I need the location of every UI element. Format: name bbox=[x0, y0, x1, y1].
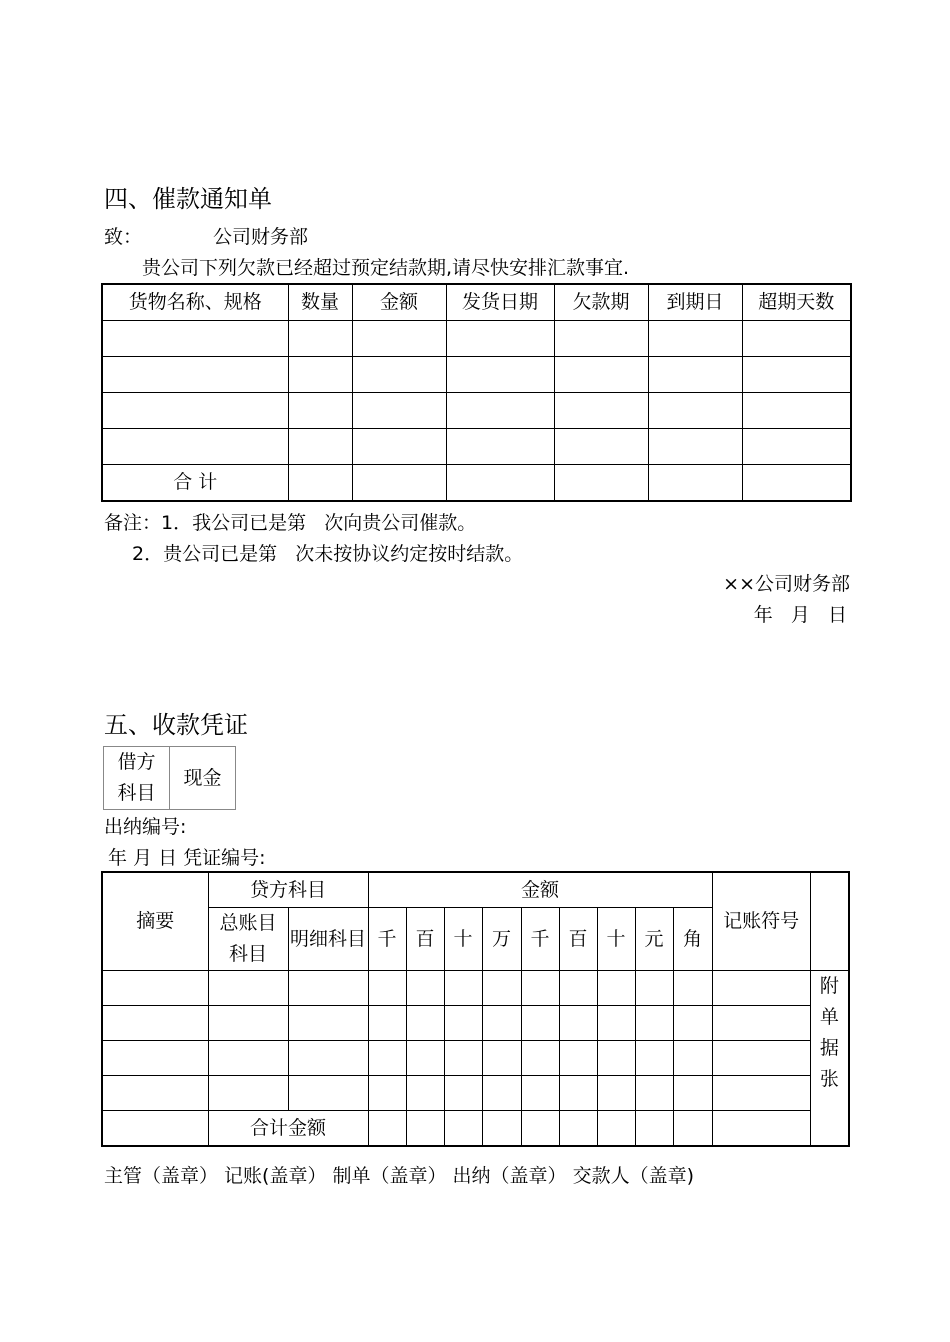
cell[interactable] bbox=[446, 357, 554, 393]
cell[interactable] bbox=[673, 1076, 712, 1111]
cell[interactable] bbox=[352, 357, 446, 393]
table-row bbox=[102, 429, 851, 465]
cell[interactable] bbox=[559, 971, 597, 1006]
cell[interactable] bbox=[482, 971, 521, 1006]
digit-hundred-10k: 百 bbox=[406, 908, 444, 971]
cell[interactable] bbox=[597, 1111, 635, 1147]
general-ledger-line1: 总账目 bbox=[219, 912, 277, 934]
cell[interactable] bbox=[102, 429, 288, 465]
cell[interactable] bbox=[102, 1041, 208, 1076]
cell[interactable] bbox=[368, 1076, 406, 1111]
cell[interactable] bbox=[406, 1006, 444, 1041]
cell[interactable] bbox=[712, 971, 810, 1006]
total-row bbox=[102, 1111, 849, 1147]
cell[interactable] bbox=[635, 1006, 673, 1041]
to-prefix: 致： bbox=[104, 226, 143, 248]
cell[interactable] bbox=[482, 1006, 521, 1041]
attach-line2: 据 bbox=[819, 1037, 839, 1059]
cell[interactable] bbox=[352, 429, 446, 465]
cell[interactable] bbox=[406, 971, 444, 1006]
cell[interactable] bbox=[554, 465, 648, 502]
cell[interactable] bbox=[368, 1111, 406, 1147]
cell[interactable] bbox=[406, 1111, 444, 1147]
col-overdue-days: 超期天数 bbox=[742, 284, 851, 321]
blank-header bbox=[810, 872, 849, 971]
credit-account-header: 贷方科目 bbox=[208, 872, 368, 908]
cell[interactable] bbox=[742, 429, 851, 465]
table-row bbox=[102, 971, 849, 1006]
general-ledger-header bbox=[208, 908, 288, 971]
cell[interactable] bbox=[742, 357, 851, 393]
cashier-number: 出纳编号: bbox=[104, 816, 187, 838]
debit-value: 现金 bbox=[170, 747, 236, 810]
cell[interactable] bbox=[635, 1076, 673, 1111]
digit-jiao: 角 bbox=[673, 908, 712, 971]
cell[interactable] bbox=[444, 1041, 482, 1076]
cell[interactable] bbox=[635, 1111, 673, 1147]
cell[interactable] bbox=[446, 465, 554, 502]
signature-line: 主管（盖章） 记账(盖章） 制单（盖章） 出纳（盖章） 交款人（盖章) bbox=[104, 1165, 694, 1187]
total-row bbox=[102, 465, 851, 502]
cell[interactable] bbox=[406, 1041, 444, 1076]
date-line: 年 月 日 bbox=[753, 604, 847, 626]
col-due-date: 到期日 bbox=[648, 284, 742, 321]
cell[interactable] bbox=[521, 1006, 559, 1041]
receipt-voucher-table bbox=[101, 871, 850, 1147]
detail-account-header: 明细科目 bbox=[288, 908, 368, 971]
digit-yuan: 元 bbox=[635, 908, 673, 971]
digit-thousand: 千 bbox=[521, 908, 559, 971]
cell[interactable] bbox=[446, 393, 554, 429]
cell[interactable] bbox=[742, 393, 851, 429]
cell[interactable] bbox=[648, 321, 742, 357]
cell[interactable] bbox=[444, 1076, 482, 1111]
total-label: 合 计 bbox=[102, 465, 288, 502]
digit-hundred: 百 bbox=[559, 908, 597, 971]
cell[interactable] bbox=[673, 1006, 712, 1041]
cell[interactable] bbox=[102, 357, 288, 393]
col-quantity: 数量 bbox=[288, 284, 352, 321]
cell[interactable] bbox=[288, 1076, 368, 1111]
section4-title: 四、催款通知单 bbox=[104, 185, 272, 213]
intro-text: 贵公司下列欠款已经超过预定结款期,请尽快安排汇款事宜. bbox=[142, 257, 630, 279]
cell[interactable] bbox=[559, 1076, 597, 1111]
digit-10k: 万 bbox=[482, 908, 521, 971]
cell[interactable] bbox=[673, 971, 712, 1006]
cell[interactable] bbox=[352, 321, 446, 357]
table-row bbox=[102, 321, 851, 357]
cell[interactable] bbox=[208, 971, 288, 1006]
cell[interactable] bbox=[712, 1111, 810, 1147]
debit-account-box bbox=[103, 746, 236, 810]
cell[interactable] bbox=[597, 1006, 635, 1041]
total-amount-label: 合计金额 bbox=[208, 1111, 368, 1147]
col-amount: 金额 bbox=[352, 284, 446, 321]
cell[interactable] bbox=[673, 1111, 712, 1147]
attach-line3: 张 bbox=[819, 1068, 839, 1090]
signature: ××公司财务部 bbox=[723, 573, 850, 595]
cell[interactable] bbox=[446, 429, 554, 465]
debit-label-line2: 科目 bbox=[117, 782, 156, 804]
cell[interactable] bbox=[444, 971, 482, 1006]
cell[interactable] bbox=[742, 321, 851, 357]
to-dept: 公司财务部 bbox=[213, 226, 309, 248]
cell[interactable] bbox=[446, 321, 554, 357]
cell[interactable] bbox=[559, 1111, 597, 1147]
col-goods: 货物名称、规格 bbox=[102, 284, 288, 321]
cell[interactable] bbox=[406, 1076, 444, 1111]
cell[interactable] bbox=[742, 465, 851, 502]
cell[interactable] bbox=[554, 429, 648, 465]
cell[interactable] bbox=[521, 1076, 559, 1111]
table-row bbox=[102, 357, 851, 393]
note-2: 2．贵公司已是第 次未按协议约定按时结款。 bbox=[132, 543, 524, 565]
cell[interactable] bbox=[288, 971, 368, 1006]
section5-title: 五、收款凭证 bbox=[104, 711, 248, 739]
cell[interactable] bbox=[648, 393, 742, 429]
cell[interactable] bbox=[554, 321, 648, 357]
voucher-line: 年 月 日 凭证编号: bbox=[108, 847, 266, 869]
cell[interactable] bbox=[597, 971, 635, 1006]
cell[interactable] bbox=[521, 971, 559, 1006]
digit-ten: 十 bbox=[597, 908, 635, 971]
col-owed-period: 欠款期 bbox=[554, 284, 648, 321]
cell[interactable] bbox=[554, 393, 648, 429]
cell[interactable] bbox=[102, 1006, 208, 1041]
cell[interactable] bbox=[521, 1111, 559, 1147]
cell[interactable] bbox=[352, 465, 446, 502]
debit-label-line1: 借方 bbox=[117, 751, 156, 773]
cell[interactable] bbox=[597, 1041, 635, 1076]
table-row bbox=[102, 1076, 849, 1111]
cell[interactable] bbox=[102, 1111, 208, 1147]
cell[interactable] bbox=[208, 1006, 288, 1041]
table-row bbox=[102, 1006, 849, 1041]
cell[interactable] bbox=[648, 357, 742, 393]
cell[interactable] bbox=[102, 393, 288, 429]
table-row bbox=[102, 1041, 849, 1076]
header-row-1 bbox=[102, 872, 849, 908]
cell[interactable] bbox=[288, 393, 352, 429]
cell[interactable] bbox=[444, 1111, 482, 1147]
cell[interactable] bbox=[521, 1041, 559, 1076]
cell[interactable] bbox=[288, 1006, 368, 1041]
cell[interactable] bbox=[482, 1041, 521, 1076]
cell[interactable] bbox=[559, 1041, 597, 1076]
general-ledger-line2: 科目 bbox=[228, 943, 267, 965]
col-ship-date: 发货日期 bbox=[446, 284, 554, 321]
cell[interactable] bbox=[673, 1041, 712, 1076]
cell[interactable] bbox=[288, 429, 352, 465]
cell[interactable] bbox=[288, 1041, 368, 1076]
cell[interactable] bbox=[102, 971, 208, 1006]
table-header-row bbox=[102, 284, 851, 321]
cell[interactable] bbox=[102, 321, 288, 357]
cell[interactable] bbox=[554, 357, 648, 393]
cell[interactable] bbox=[444, 1006, 482, 1041]
digit-ten-10k: 十 bbox=[444, 908, 482, 971]
attach-line1: 附单 bbox=[819, 975, 839, 1028]
record-mark-header: 记账符号 bbox=[712, 872, 810, 971]
cell[interactable] bbox=[635, 971, 673, 1006]
cell[interactable] bbox=[712, 1041, 810, 1076]
cell[interactable] bbox=[635, 1041, 673, 1076]
cell[interactable] bbox=[288, 357, 352, 393]
cell[interactable] bbox=[368, 971, 406, 1006]
cell[interactable] bbox=[352, 393, 446, 429]
cell[interactable] bbox=[597, 1076, 635, 1111]
cell[interactable] bbox=[712, 1006, 810, 1041]
note-1: 备注：1．我公司已是第 次向贵公司催款。 bbox=[104, 512, 477, 534]
cell[interactable] bbox=[208, 1076, 288, 1111]
amount-header: 金额 bbox=[368, 872, 712, 908]
cell[interactable] bbox=[288, 465, 352, 502]
cell[interactable] bbox=[368, 1006, 406, 1041]
cell[interactable] bbox=[712, 1076, 810, 1111]
cell[interactable] bbox=[648, 429, 742, 465]
cell[interactable] bbox=[288, 321, 352, 357]
debit-label bbox=[104, 747, 170, 810]
table-row bbox=[102, 393, 851, 429]
cell[interactable] bbox=[102, 1076, 208, 1111]
attachments-cell bbox=[810, 971, 849, 1147]
cell[interactable] bbox=[648, 465, 742, 502]
cell[interactable] bbox=[368, 1041, 406, 1076]
cell[interactable] bbox=[559, 1006, 597, 1041]
digit-thousand-10k: 千 bbox=[368, 908, 406, 971]
cell[interactable] bbox=[482, 1111, 521, 1147]
cell[interactable] bbox=[482, 1076, 521, 1111]
summary-header: 摘要 bbox=[102, 872, 208, 971]
cell[interactable] bbox=[208, 1041, 288, 1076]
overdue-table bbox=[101, 283, 852, 502]
